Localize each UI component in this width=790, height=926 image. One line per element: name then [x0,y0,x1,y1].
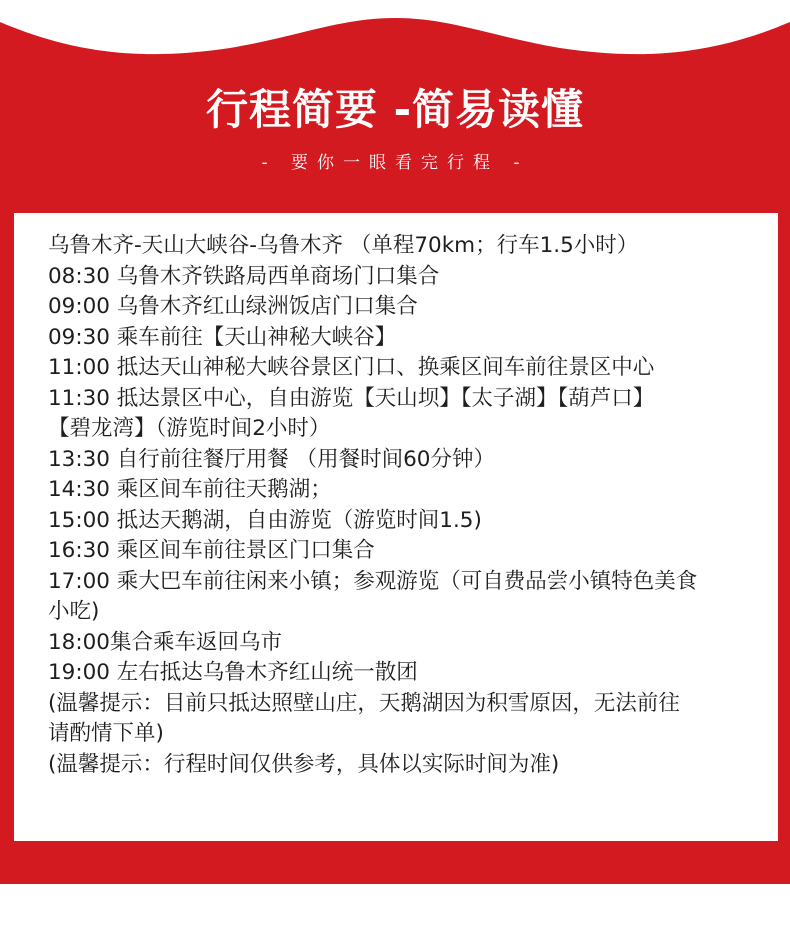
itinerary-line: 11:30 抵达景区中心，自由游览【天山坝】【太子湖】【葫芦口】 [48,385,655,411]
itinerary-line: 19:00 左右抵达乌鲁木齐红山统一散团 [48,660,418,685]
itinerary-line: 17:00 乘大巴车前往闲来小镇；参观游览（可自费品尝小镇特色美食 [48,568,698,594]
itinerary-line: 11:00 抵达天山神秘大峡谷景区门口、换乘区间车前往景区中心 [48,355,655,380]
itinerary-line: 请酌情下单) [48,721,164,746]
itinerary-line: 09:00 乌鲁木齐红山绿洲饭店门口集合 [48,294,418,319]
itinerary-line: 乌鲁木齐-天山大峡谷-乌鲁木齐 （单程70km；行车1.5小时） [48,233,639,258]
itinerary-line: 09:30 乘车前往【天山神秘大峡谷】 [48,324,397,350]
itinerary-line: 13:30 自行前往餐厅用餐 （用餐时间60分钟） [48,446,495,472]
itinerary-line: 小吃) [48,599,100,624]
itinerary-line: 08:30 乌鲁木齐铁路局西单商场门口集合 [48,263,440,289]
banner-wave-top-left [0,0,300,38]
page-title: 行程简要 -简易读懂 [205,85,585,134]
itinerary-line: 14:30 乘区间车前往天鹅湖； [48,477,332,502]
itinerary-line: (温馨提示：目前只抵达照壁山庄，天鹅湖因为积雪原因，无法前往 [48,690,680,716]
itinerary-card [14,213,778,841]
itinerary-line: 15:00 抵达天鹅湖，自由游览（游览时间1.5) [48,507,482,533]
itinerary-line: (温馨提示：行程时间仅供参考，具体以实际时间为准) [48,751,560,777]
banner-wave-top-right [490,0,790,38]
page-subtitle: - 要你一眼看完行程 - [261,153,529,173]
itinerary-line: 18:00集合乘车返回乌市 [48,629,282,655]
itinerary-line: 【碧龙湾】（游览时间2小时） [48,416,331,441]
itinerary-list [48,231,776,780]
itinerary-line: 16:30 乘区间车前往景区门口集合 [48,538,375,563]
